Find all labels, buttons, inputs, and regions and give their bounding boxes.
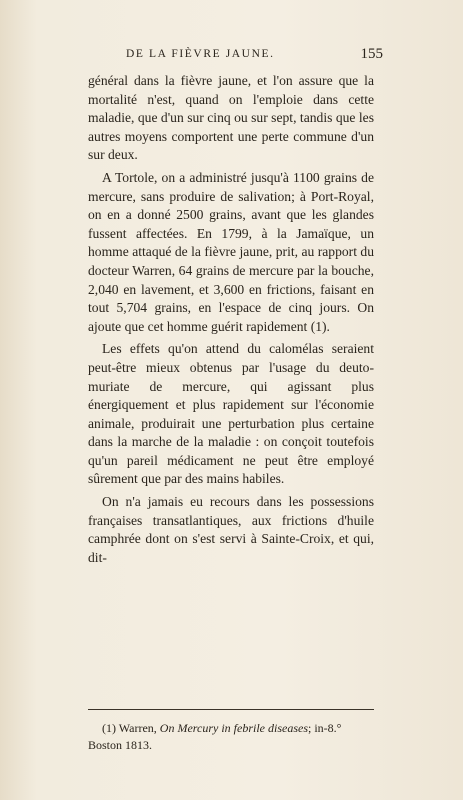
paragraph-continuation: général dans la fièvre jaune, et l'on assure que la mortalité n'est, quand on l'emploie dans cette maladie, que d'un sur cinq ou sur sept, tandis que les autres moyens comportent une perte commune d'un sur deux. (88, 73, 374, 163)
footnote-title: On Mercury in febrile diseases (159, 721, 308, 735)
body-text (88, 72, 374, 567)
footnote (88, 720, 374, 754)
running-head: DE LA FIÈVRE JAUNE. (126, 48, 275, 60)
page-header (86, 46, 383, 66)
paragraph-calomelas: Les effets qu'on attend du calomélas seraient peut-être mieux obtenus par l'usage du deuto-muriate de mercure, qui agissant plus énergiquement et plus rapidement sur l'économie animale, produirait une perturbation plus certaine dans la marche de la maladie : on conçoit toutefois qu'un pareil médicament ne peut être employé sûrement que par des mains habiles. (88, 341, 374, 487)
paragraph-frictions: On n'a jamais eu recours dans les possessions françaises transatlantiques, aux frictions d'huile camphrée dont on s'est servi à Sainte-Croix, et qui, dit- (88, 494, 374, 565)
footnote-details: ; in-8.° Boston 1813. (88, 721, 342, 752)
footnote-ref: (1) Warren, (102, 721, 160, 735)
footnote-rule (88, 709, 374, 710)
page-number: 155 (360, 46, 383, 62)
paragraph-tortole: A Tortole, on a administré jusqu'à 1100 grains de mercure, sans produire de salivation; à Port-Royal, on en a donné 2500 grains, avant que les glandes fussent affectées. En 1799, à la Jamaïque, un homme attaqué de la fièvre jaune, prit, au rapport du docteur Warren, 64 grains de mercure par la bouche, 2,040 en lavement, et 3,600 en frictions, faisant en tout 5,704 grains, en l'espace de cinq jours. On ajoute que cet homme guérit rapidement (1). (88, 169, 374, 334)
